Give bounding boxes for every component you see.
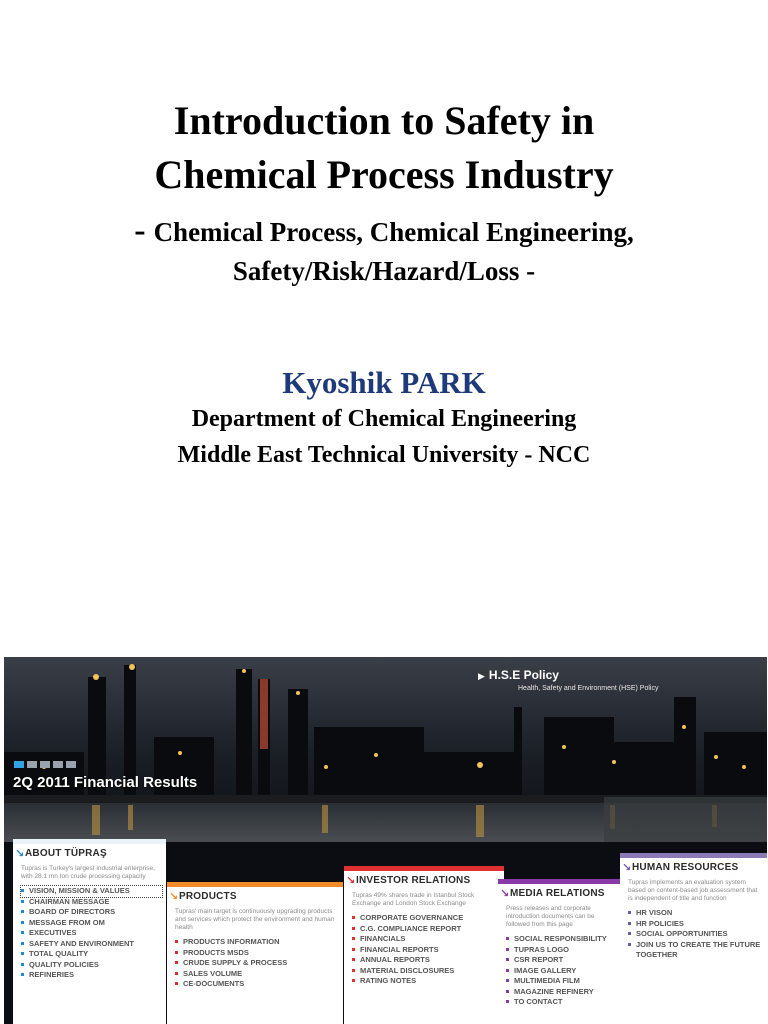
- panel-hr-title-text: HUMAN RESOURCES: [632, 862, 739, 873]
- panel-media-title-text: MEDIA RELATIONS: [510, 888, 605, 899]
- slider-pagination[interactable]: [14, 761, 76, 768]
- list-item[interactable]: PRODUCTS INFORMATION: [175, 937, 339, 948]
- panel-hr-list: [620, 908, 767, 961]
- panel-hr-title[interactable]: [620, 858, 767, 873]
- panel-hr-desc: Tupras implements an evaluation system based on content-based job assessment that is independent of title and function: [628, 879, 758, 902]
- slider-dot[interactable]: [27, 761, 37, 768]
- list-item[interactable]: CHAIRMAN MESSAGE: [21, 897, 162, 908]
- list-item[interactable]: CRUDE SUPPLY & PROCESS: [175, 958, 339, 969]
- panel-investor-title-text: INVESTOR RELATIONS: [356, 875, 471, 886]
- slider-dot[interactable]: [40, 761, 50, 768]
- arrow-down-right-icon: ↘: [346, 875, 356, 887]
- list-item[interactable]: HR VISON: [628, 908, 763, 919]
- panel-products-title-text: PRODUCTS: [179, 891, 237, 902]
- list-item[interactable]: EXECUTIVES: [21, 928, 162, 939]
- list-item[interactable]: PRODUCTS MSDS: [175, 948, 339, 959]
- arrow-down-right-icon: ↘: [15, 848, 25, 860]
- list-item[interactable]: FINANCIALS: [352, 934, 500, 945]
- panel-investor-title[interactable]: [344, 871, 504, 886]
- hse-policy-subtitle: Health, Safety and Environment (HSE) Policy: [518, 685, 659, 692]
- list-item[interactable]: TUPRAS LOGO: [506, 945, 619, 956]
- panel-about-list: [13, 886, 166, 981]
- panel-about-title[interactable]: [13, 844, 166, 859]
- website-screenshot: [4, 657, 767, 1024]
- list-item[interactable]: MATERIAL DISCLOSURES: [352, 966, 500, 977]
- panel-products-title[interactable]: [167, 887, 343, 902]
- panel-about-title-text: ABOUT TÜPRAŞ: [25, 848, 107, 859]
- slide-subtitle-line-1: [0, 214, 768, 249]
- panel-products-list: [167, 937, 343, 990]
- slide-subtitle-line-2: Safety/Risk/Hazard/Loss -: [232, 256, 536, 286]
- department: Department of Chemical Engineering: [191, 406, 577, 432]
- list-item[interactable]: TOTAL QUALITY: [21, 949, 162, 960]
- subtitle-text-1: Chemical Process, Chemical Engineering,: [153, 217, 634, 247]
- panel-investor: [344, 866, 504, 1024]
- list-item[interactable]: VISION, MISSION & VALUES: [21, 886, 162, 897]
- list-item[interactable]: SALES VOLUME: [175, 969, 339, 980]
- university: Middle East Technical University - NCC: [177, 442, 591, 468]
- panel-media-title[interactable]: [498, 884, 623, 899]
- list-item[interactable]: CSR REPORT: [506, 955, 619, 966]
- list-item[interactable]: FINANCIAL REPORTS: [352, 945, 500, 956]
- list-item[interactable]: SAFETY AND ENVIRONMENT: [21, 939, 162, 950]
- panel-investor-desc: Tupras 49% shares trade in Istanbul Stock Exchange and London Stock Exchange: [352, 892, 475, 907]
- panel-media-list: [498, 934, 623, 1008]
- slider-dot[interactable]: [53, 761, 63, 768]
- list-item[interactable]: C.G. COMPLIANCE REPORT: [352, 924, 500, 935]
- panel-products: [167, 882, 343, 1024]
- list-item[interactable]: QUALITY POLICIES: [21, 960, 162, 971]
- list-item[interactable]: TO CONTACT: [506, 997, 619, 1008]
- list-item[interactable]: SOCIAL RESPONSIBILITY: [506, 934, 619, 945]
- list-item[interactable]: JOIN US TO CREATE THE FUTURE TOGETHER: [628, 940, 763, 961]
- list-item[interactable]: REFINERIES: [21, 970, 162, 981]
- list-item[interactable]: ANNUAL REPORTS: [352, 955, 500, 966]
- banner-caption[interactable]: 2Q 2011 Financial Results: [13, 774, 198, 791]
- arrow-down-right-icon: ↘: [500, 888, 510, 900]
- panel-hr: [620, 853, 767, 1024]
- hse-policy-label: H.S.E Policy: [488, 668, 559, 682]
- slide-title-line-1: Introduction to Safety in: [173, 98, 595, 143]
- list-item[interactable]: MESSAGE FROM OM: [21, 918, 162, 929]
- list-item[interactable]: IMAGE GALLERY: [506, 966, 619, 977]
- list-item[interactable]: MAGAZINE REFINERY: [506, 987, 619, 998]
- slide-title-line-2: Chemical Process Industry: [154, 152, 614, 197]
- triangle-right-icon: ▶: [478, 671, 485, 681]
- arrow-down-right-icon: ↘: [169, 891, 179, 903]
- list-item[interactable]: MULTIMEDIA FILM: [506, 976, 619, 987]
- panel-about: [13, 839, 166, 1024]
- panel-media-desc: Press releases and corporate introduction documents can be followed from this page: [506, 905, 595, 928]
- hse-policy-link[interactable]: [478, 668, 559, 682]
- list-item[interactable]: BOARD OF DIRECTORS: [21, 907, 162, 918]
- list-item[interactable]: CE-DOCUMENTS: [175, 979, 339, 990]
- list-item[interactable]: RATING NOTES: [352, 976, 500, 987]
- panel-investor-list: [344, 913, 504, 987]
- slider-dot[interactable]: [14, 761, 24, 768]
- list-item[interactable]: SOCIAL OPPORTUNITIES: [628, 929, 763, 940]
- dash-mark: -: [134, 212, 146, 249]
- panel-about-desc: Tupras is Turkey's largest industrial enterprise, with 28.1 mn ton crude processing capacity: [21, 865, 155, 880]
- list-item[interactable]: CORPORATE GOVERNANCE: [352, 913, 500, 924]
- panel-products-desc: Tupras' main target is continuously upgrading products and services which protect the environment and human health: [175, 908, 335, 931]
- panel-media: [498, 879, 623, 1024]
- arrow-down-right-icon: ↘: [622, 862, 632, 874]
- author-name: Kyoshik PARK: [282, 365, 486, 400]
- slider-dot[interactable]: [66, 761, 76, 768]
- list-item[interactable]: HR POLICIES: [628, 919, 763, 930]
